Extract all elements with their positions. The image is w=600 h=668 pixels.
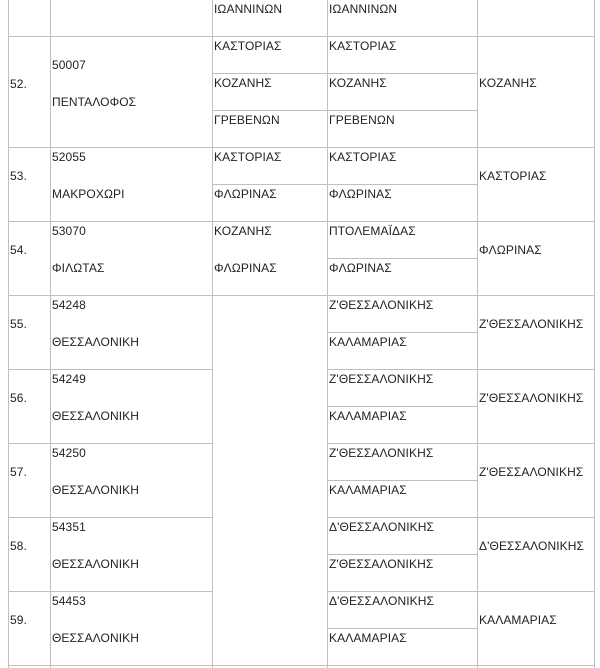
table-cell: ΚΟΖΑΝΗΣ — [214, 224, 272, 238]
table-cell: Ζ'ΘΕΣΣΑΛΟΝΙΚΗΣ — [479, 317, 584, 331]
table-cell: ΚΑΛΑΜΑΡΙΑΣ — [329, 483, 407, 497]
row-divider — [8, 369, 213, 370]
row-divider — [8, 221, 595, 222]
place-name: ΜΑΚΡΟΧΩΡΙ — [52, 187, 125, 201]
postal-code: 54351 — [52, 520, 86, 534]
postal-code: 54248 — [52, 298, 86, 312]
table-cell: ΚΑΣΤΟΡΙΑΣ — [214, 39, 282, 53]
row-divider — [327, 517, 595, 518]
row-divider — [8, 517, 213, 518]
table-cell: Ζ'ΘΕΣΣΑΛΟΝΙΚΗΣ — [479, 391, 584, 405]
column-divider — [327, 0, 328, 668]
table-cell: ΠΤΟΛΕΜΑΪΔΑΣ — [329, 224, 416, 238]
place-name: ΘΕΣΣΑΛΟΝΙΚΗ — [52, 483, 140, 497]
place-name: ΘΕΣΣΑΛΟΝΙΚΗ — [52, 409, 140, 423]
table-cell: ΙΩΑΝΝΙΝΩΝ — [329, 2, 398, 16]
postal-code: 52055 — [52, 150, 86, 164]
row-number: 52. — [10, 77, 27, 91]
table-cell: ΚΟΖΑΝΗΣ — [214, 76, 272, 90]
table-cell: Δ'ΘΕΣΣΑΛΟΝΙΚΗΣ — [329, 594, 435, 608]
row-divider — [327, 591, 595, 592]
subcell-divider — [327, 258, 478, 259]
table-cell: Δ'ΘΕΣΣΑΛΟΝΙΚΗΣ — [329, 520, 435, 534]
table-cell: ΦΛΩΡΙΝΑΣ — [479, 243, 542, 257]
row-divider — [8, 665, 595, 666]
row-divider — [8, 295, 595, 296]
subcell-divider — [327, 332, 478, 333]
table-cell: ΦΛΩΡΙΝΑΣ — [329, 261, 392, 275]
row-number: 57. — [10, 465, 27, 479]
table-cell: ΚΟΖΑΝΗΣ — [329, 76, 387, 90]
table-cell: ΚΑΛΑΜΑΡΙΑΣ — [479, 613, 557, 627]
table-cell: ΚΑΛΑΜΑΡΙΑΣ — [329, 631, 407, 645]
row-divider — [8, 36, 595, 37]
place-name: ΠΕΝΤΑΛΟΦΟΣ — [52, 95, 137, 109]
place-name: ΘΕΣΣΑΛΟΝΙΚΗ — [52, 557, 140, 571]
place-name: ΘΕΣΣΑΛΟΝΙΚΗ — [52, 631, 140, 645]
table-cell: ΚΟΖΑΝΗΣ — [479, 76, 537, 90]
table-cell: ΚΑΛΑΜΑΡΙΑΣ — [329, 409, 407, 423]
column-divider — [50, 0, 51, 668]
table-cell: ΚΑΣΤΟΡΙΑΣ — [329, 39, 397, 53]
subcell-divider — [212, 110, 478, 111]
row-number: 56. — [10, 391, 27, 405]
row-number: 55. — [10, 317, 27, 331]
table-cell: ΚΑΣΤΟΡΙΑΣ — [479, 169, 547, 183]
table-cell: ΦΛΩΡΙΝΑΣ — [214, 261, 277, 275]
postal-code: 54250 — [52, 446, 86, 460]
postal-code: 50007 — [52, 58, 86, 72]
table-cell: Ζ'ΘΕΣΣΑΛΟΝΙΚΗΣ — [329, 446, 434, 460]
table-cell: ΚΑΣΤΟΡΙΑΣ — [214, 150, 282, 164]
row-divider — [8, 443, 213, 444]
subcell-divider — [212, 73, 478, 74]
column-divider — [212, 0, 213, 668]
table-cell: ΦΛΩΡΙΝΑΣ — [329, 187, 392, 201]
table-cell: ΓΡΕΒΕΝΩΝ — [214, 113, 280, 127]
table-cell: Δ'ΘΕΣΣΑΛΟΝΙΚΗΣ — [479, 539, 585, 553]
table-cell: ΚΑΛΑΜΑΡΙΑΣ — [329, 335, 407, 349]
table-cell: Ζ'ΘΕΣΣΑΛΟΝΙΚΗΣ — [329, 298, 434, 312]
row-divider — [327, 443, 595, 444]
table-cell: ΙΩΑΝΝΙΝΩΝ — [214, 2, 283, 16]
row-number: 59. — [10, 613, 27, 627]
row-number: 53. — [10, 169, 27, 183]
place-name: ΦΙΛΩΤΑΣ — [52, 261, 105, 275]
subcell-divider — [327, 480, 478, 481]
table-border — [8, 0, 9, 668]
table-cell: ΦΛΩΡΙΝΑΣ — [214, 187, 277, 201]
row-divider — [8, 147, 595, 148]
place-name: ΘΕΣΣΑΛΟΝΙΚΗ — [52, 335, 140, 349]
table-cell: ΚΑΣΤΟΡΙΑΣ — [329, 150, 397, 164]
postal-code: 54249 — [52, 372, 86, 386]
row-divider — [327, 369, 595, 370]
row-number: 54. — [10, 243, 27, 257]
table-cell: Ζ'ΘΕΣΣΑΛΟΝΙΚΗΣ — [329, 557, 434, 571]
table-border — [594, 0, 595, 668]
subcell-divider — [327, 554, 478, 555]
table-cell: Ζ'ΘΕΣΣΑΛΟΝΙΚΗΣ — [479, 465, 584, 479]
postal-code: 53070 — [52, 224, 86, 238]
table-cell: Ζ'ΘΕΣΣΑΛΟΝΙΚΗΣ — [329, 372, 434, 386]
column-divider — [477, 0, 478, 668]
subcell-divider — [212, 184, 478, 185]
row-number: 58. — [10, 539, 27, 553]
subcell-divider — [327, 628, 478, 629]
row-divider — [8, 591, 213, 592]
postal-code: 54453 — [52, 594, 86, 608]
subcell-divider — [327, 406, 478, 407]
table-cell: ΓΡΕΒΕΝΩΝ — [329, 113, 395, 127]
